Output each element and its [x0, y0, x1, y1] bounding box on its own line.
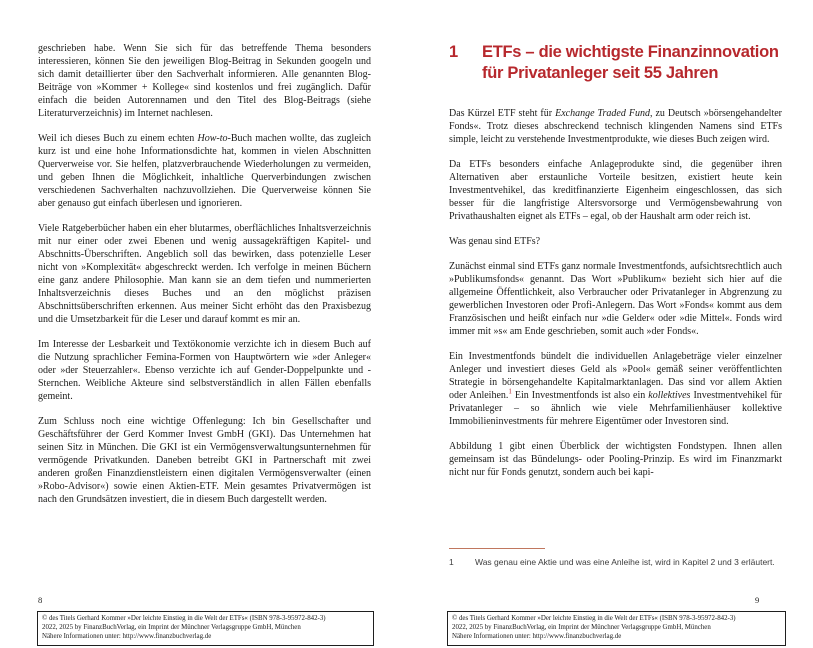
body-text: -Buch machen wollte, das zugleich kurz ist und eine hohe Informationsdichte hat, kommen in vielen Abschnitten Querverweise vor. Sie helfen, platzverbrauchende Wiederholungen zu vermeiden, und geben Ihnen die Möglichkeit, inhaltliche Querverbindungen zwischen verschiedenen Sachverhalten nachzuvollziehen. Die Querverweise können Sie aber genauso gut einfach überlesen und ignorieren. [38, 133, 371, 209]
paragraph [449, 260, 782, 338]
chapter-title: ETFs – die wichtigste Finanzinnovation für Privatanleger seit 55 Jahren [482, 43, 779, 82]
right-page-body [449, 107, 782, 491]
italic-text: How-to [197, 133, 228, 144]
body-text: Ein Investmentfonds bündelt die individuellen Anlagebeträge vieler einzelner Anleger und investiert dieses Geld als »Pool« gemäß seiner veröffentlichten Strategie in börsengehandelte Kapitalmarktanlagen. Das sind vor allem Aktien oder Anleihen. [449, 351, 782, 401]
paragraph [449, 107, 782, 146]
body-text: Abbildung 1 gibt einen Überblick der wichtigsten Fondstypen. Ihnen allen gemeinsam ist das Bündelungs- oder Pooling-Prinzip. Es wird im Finanzmarkt nicht nur für Fonds genutzt, sondern auch bei kapi- [449, 441, 782, 478]
body-text: Zunächst einmal sind ETFs ganz normale Investmentfonds, aufsichtsrechtlich auch »Publikumsfonds« genannt. Das Wort »Publikum« bezieht sich hier auf die allgemeine Öffentlichkeit, also Verbraucher oder Privatanleger in Abgrenzung zu gewerblichen Investoren oder Profi-Anlegern. Das Wort »Fonds« kommt aus dem Französischen und heißt einfach nur »die Gelder« oder »die Mittel«. Fonds wird immer mit »s« am Ende geschrieben, somit auch »der Fonds«. [449, 261, 782, 337]
italic-text: Exchange Traded Fund [555, 108, 650, 119]
footnote-reference: 1 [508, 387, 512, 396]
footnote [449, 557, 782, 569]
footer-line: © des Titels Gerhard Kommer »Der leichte Einstieg in die Welt der ETFs« (ISBN 978-3-95972-842-3) [452, 615, 736, 622]
footnote-text: Was genau eine Aktie und was eine Anleihe ist, wird in Kapitel 2 und 3 erläutert. [475, 557, 775, 567]
body-text: Zum Schluss noch eine wichtige Offenlegung: Ich bin Gesellschafter und Geschäftsführer der Gerd Kommer Invest GmbH (GKI). Das Unternehmen hat seinen Sitz in München. Die GKI ist ein Vermögensverwaltungsunternehmen für vermögende Privatkunden. Daneben betreibt GKI in Partnerschaft mit zwei anderen großen Finanzdienstleistern einen digitalen Vermögensverwalter (einen »Robo-Advisor«) sowie einen Aktien-ETF. Mein gesamtes Privatvermögen ist nach den Grundsätzen investiert, die in diesem Buch dargestellt werden. [38, 416, 371, 505]
paragraph [38, 132, 371, 210]
paragraph [38, 42, 371, 120]
paragraph [449, 350, 782, 428]
body-text: Was genau sind ETFs? [449, 236, 541, 247]
chapter-number: 1 [449, 43, 458, 61]
body-text: Viele Ratgeberbücher haben ein eher blutarmes, oberflächliches Inhaltsverzeichnis mit nur einer oder zwei Ebenen und wenig aussagekräftigen Kapitel- und Abschnitts-Überschriften. Angeblich soll das bewirken, dass potenzielle Leser nicht von »Komplexität« abgeschreckt werden. Ich verfolge in meinen Büchern eine ganz andere Philosophie. Man kann sie an dem tiefen und nummerierten Inhaltsverzeichnis dieses Buches und an den möglichst präzisen Abschnittsüberschriften erkennen. Aus meiner Sicht erhöht das den Praxisbezug und die Umsetzbarkeit für die Leser und darauf kommt es mir an. [38, 223, 371, 325]
body-text: geschrieben habe. Wenn Sie sich für das betreffende Thema besonders interessieren, können Sie den jeweiligen Blog-Beitrag in Sekunden googeln und sich damit detaillierter über den Sachverhalt informieren. Alle genannten Blog-Beiträge von »Kommer + Kollege« sind kostenlos und frei zugänglich. Dafür einfach die beiden Autorennamen und den Titel des Blog-Beitrags (siehe Literaturverzeichnis) im Internet nachlesen. [38, 43, 371, 119]
body-text: Weil ich dieses Buch zu einem echten [38, 133, 198, 144]
footnote-rule [449, 548, 545, 549]
paragraph [38, 222, 371, 326]
footer-line: Nähere Informationen unter: http://www.finanzbuchverlag.de [42, 633, 212, 641]
chapter-heading [449, 42, 789, 84]
footnote-block [449, 548, 782, 569]
body-text: Im Interesse der Lesbarkeit und Textökonomie verzichte ich in diesem Buch auf die Nutzung sprachlicher Femina-Formen von Hauptwörtern wie »der Anleger« oder »der Steuerzahler«. Ebenso verzichte ich auf Gender-Doppelpunkte und -Sternchen. Weibliche Akteure sind selbstverständlich in allen Fällen ebenfalls gemeint. [38, 339, 371, 402]
paragraph [38, 338, 371, 403]
page-number-right: 9 [755, 595, 760, 605]
paragraph [449, 235, 782, 248]
footer-line: 2022, 2025 by FinanzBuchVerlag, ein Imprint der Münchner Verlagsgruppe GmbH, München [452, 624, 711, 632]
copyright-footer-left [37, 611, 374, 646]
paragraph [449, 440, 782, 479]
paragraph [38, 415, 371, 506]
page-number-left: 8 [38, 595, 43, 605]
footer-line: © des Titels Gerhard Kommer »Der leichte Einstieg in die Welt der ETFs« (ISBN 978-3-95972-842-3) [42, 615, 326, 622]
left-page-body [38, 42, 371, 518]
body-text: Investmentvehikel für Privatanleger – so ähnlich wie viele Mehrfamilienhäuser kollektive Immobilieninvestments für mehrere Eigentümer oder Investoren sind. [449, 390, 782, 427]
italic-text: kollektives [648, 390, 691, 401]
footer-line: 2022, 2025 by FinanzBuchVerlag, ein Imprint der Münchner Verlagsgruppe GmbH, München [42, 624, 301, 632]
body-text: Das Kürzel ETF steht für [449, 108, 556, 119]
footer-line: Nähere Informationen unter: http://www.finanzbuchverlag.de [452, 633, 622, 641]
body-text: Ein Investmentfonds ist also ein [511, 390, 649, 401]
paragraph [449, 158, 782, 223]
copyright-footer-right [447, 611, 786, 646]
body-text: , zu Deutsch »börsengehandelter Fonds«. Trotz dieses abschreckend technisch klingenden Namens sind ETFs simple, leicht zu verstehende Investmentprodukte, wie dieses Buch zeigen wird. [449, 108, 782, 145]
body-text: Da ETFs besonders einfache Anlageprodukte sind, die gegenüber ihren Alternativen aber erstaunliche Vorteile besitzen, existiert heute kein Investmentvehikel, das kreditfinanzierte Eigenheim eingeschlossen, das sich besser für die langfristige Altersvorsorge und Vermögensbewahrung von Privathaushalten eignet als ETFs – egal, ob der Haushalt arm oder reich ist. [449, 159, 782, 222]
footnote-marker: 1 [449, 557, 454, 567]
